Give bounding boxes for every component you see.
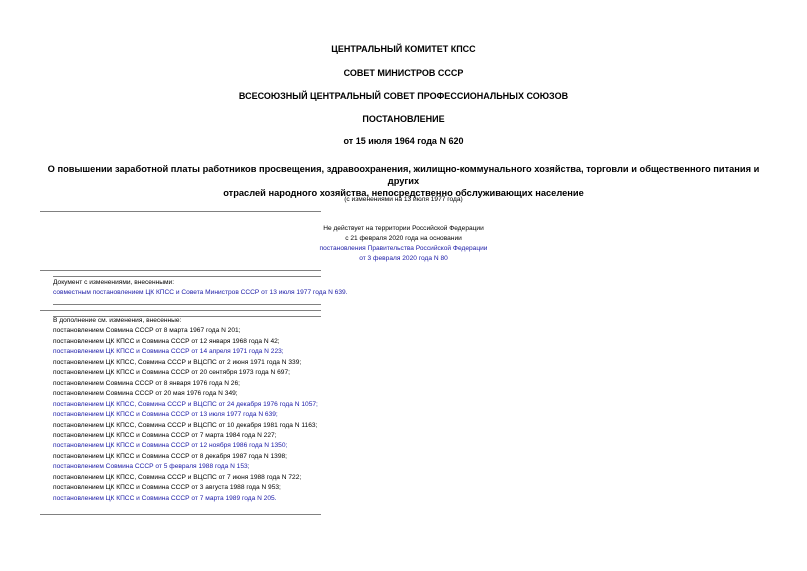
list-item <box>53 347 753 357</box>
status-link-wrapper-2 <box>0 254 807 264</box>
divider <box>40 211 321 212</box>
amendment-text: постановлением Совмина СССР от 20 мая 1976 года N 349; <box>53 390 238 398</box>
status-line-1: Не действует на территории Российской Федерации <box>323 225 484 232</box>
amendment-text: постановлением ЦК КПСС и Совмина СССР от 7 марта 1984 года N 227; <box>53 431 277 439</box>
status-line-2: с 21 февраля 2020 года на основании <box>345 235 462 242</box>
status-link-government-decree[interactable]: постановления Правительства Российской Федерации <box>319 245 488 252</box>
additional-changes-list <box>53 326 753 504</box>
list-item <box>53 379 753 389</box>
org-heading-council-ministers: СОВЕТ МИНИСТРОВ СССР <box>343 68 464 78</box>
list-item <box>53 441 753 451</box>
amendment-link[interactable]: постановлением ЦК КПСС и Совмина СССР от 7 марта 1989 года N 205. <box>53 494 277 502</box>
list-item <box>53 337 753 347</box>
list-item <box>53 431 753 441</box>
amendment-link[interactable]: постановлением ЦК КПСС и Совмина СССР от 12 ноября 1986 года N 1350; <box>53 442 288 450</box>
amendment-text: постановлением ЦК КПСС и Совмина СССР от 8 декабря 1987 года N 1398; <box>53 452 287 460</box>
amendment-text: постановлением ЦК КПСС, Совмина СССР и ВЦСПС от 10 декабря 1981 года N 1163; <box>53 421 318 429</box>
changes-link[interactable]: совместным постановлением ЦК КПСС и Совета Министров СССР от 13 июля 1977 года N 639. <box>53 289 348 297</box>
list-item <box>53 410 753 420</box>
document-title-line-1: О повышении заработной платы работников просвещения, здравоохранения, жилищно-коммунального хозяйства, торговли и общественного питания и других <box>47 164 760 186</box>
document-type-heading: ПОСТАНОВЛЕНИЕ <box>362 114 445 124</box>
list-item <box>53 326 753 336</box>
list-item <box>53 421 753 431</box>
amendment-text: постановлением ЦК КПСС, Совмина СССР и ВЦСПС от 7 июня 1988 года N 722; <box>53 473 302 481</box>
document-title <box>40 163 767 199</box>
org-heading-cc-cpsu: ЦЕНТРАЛЬНЫЙ КОМИТЕТ КПСС <box>331 44 476 54</box>
list-item <box>53 400 753 410</box>
amendment-link[interactable]: постановлением ЦК КПСС и Совмина СССР от 14 апреля 1971 года N 223; <box>53 348 284 356</box>
amendment-text: постановлением ЦК КПСС, Совмина СССР и ВЦСПС от 2 июня 1971 года N 339; <box>53 358 302 366</box>
list-item <box>53 368 753 378</box>
list-item <box>53 483 753 493</box>
amendment-text: постановлением Совмина СССР от 8 января 1976 года N 26; <box>53 379 240 387</box>
amendment-link[interactable]: постановлением Совмина СССР от 5 февраля 1988 года N 153; <box>53 463 250 471</box>
divider <box>40 270 321 271</box>
list-item <box>53 473 753 483</box>
revision-note: (с изменениями на 13 июля 1977 года) <box>344 196 463 203</box>
additional-changes-block <box>53 316 753 504</box>
amendment-link[interactable]: постановлением ЦК КПСС и Совмина СССР от 13 июля 1977 года N 639; <box>53 411 278 419</box>
divider <box>53 304 321 305</box>
status-link-decree-date[interactable]: от 3 февраля 2020 года N 80 <box>359 255 448 262</box>
amendment-text: постановлением ЦК КПСС и Совмина СССР от 3 августа 1988 года N 953; <box>53 484 281 492</box>
divider <box>40 310 321 311</box>
changes-intro: Документ с изменениями, внесенными: <box>53 279 175 286</box>
list-item <box>53 452 753 462</box>
amendment-text: постановлением Совмина СССР от 8 марта 1967 года N 201; <box>53 327 241 335</box>
changes-block <box>53 278 753 299</box>
amendment-link[interactable]: постановлением ЦК КПСС, Совмина СССР и ВЦСПС от 24 декабря 1976 года N 1057; <box>53 400 318 408</box>
status-link-wrapper-1 <box>0 244 807 254</box>
list-item <box>53 389 753 399</box>
org-heading-trade-unions: ВСЕСОЮЗНЫЙ ЦЕНТРАЛЬНЫЙ СОВЕТ ПРОФЕССИОНАЛЬНЫХ СОЮЗОВ <box>238 91 569 101</box>
document-title-line-2: отраслей народного хозяйства, непосредственно обслуживающих население <box>223 188 584 198</box>
list-item <box>53 358 753 368</box>
list-item <box>53 494 753 504</box>
additional-changes-intro: В дополнение см. изменения, внесенные: <box>53 317 182 324</box>
divider <box>53 276 321 277</box>
document-date-number: от 15 июля 1964 года N 620 <box>343 136 464 146</box>
list-item <box>53 462 753 472</box>
amendment-text: постановлением ЦК КПСС и Совмина СССР от 12 января 1968 года N 42; <box>53 337 280 345</box>
divider <box>40 514 321 515</box>
amendment-text: постановлением ЦК КПСС и Совмина СССР от 20 сентября 1973 года N 697; <box>53 369 290 377</box>
